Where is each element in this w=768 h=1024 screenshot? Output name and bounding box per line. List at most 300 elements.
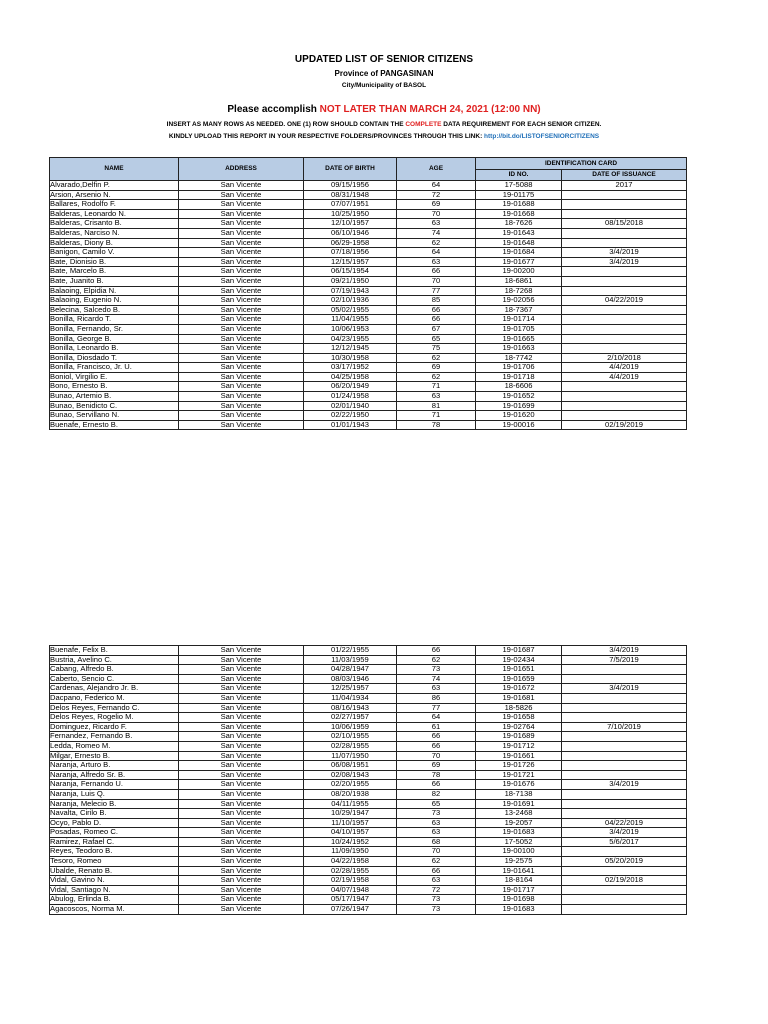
name-cell: Ubalde, Renato B. xyxy=(50,866,179,876)
age-cell: 63 xyxy=(397,257,476,267)
deadline-notice xyxy=(0,104,768,115)
table-row xyxy=(50,296,687,306)
table-row xyxy=(50,818,687,828)
dob-cell: 08/16/1943 xyxy=(304,703,397,713)
name-cell: Bunao, Artemio B. xyxy=(50,392,179,402)
deadline-date: NOT LATER THAN MARCH 24, 2021 (12:00 NN) xyxy=(319,104,541,115)
issuance-cell: 04/22/2019 xyxy=(562,818,687,828)
table-row xyxy=(50,228,687,238)
table-row xyxy=(50,770,687,780)
table-row xyxy=(50,722,687,732)
col-header-id-no: ID NO. xyxy=(476,169,562,181)
table-row xyxy=(50,761,687,771)
id-no-cell: 19-01648 xyxy=(476,238,562,248)
dob-cell: 06/15/1954 xyxy=(304,267,397,277)
age-cell: 73 xyxy=(397,809,476,819)
table-row xyxy=(50,674,687,684)
table-row xyxy=(50,200,687,210)
table-row xyxy=(50,693,687,703)
address-cell: San Vicente xyxy=(179,741,304,751)
age-cell: 70 xyxy=(397,276,476,286)
dob-cell: 06/20/1949 xyxy=(304,382,397,392)
issuance-cell xyxy=(562,401,687,411)
dob-cell: 04/28/1947 xyxy=(304,665,397,675)
name-cell: Cardenas, Alejandro Jr. B. xyxy=(50,684,179,694)
id-no-cell: 19-01665 xyxy=(476,334,562,344)
table-row xyxy=(50,420,687,430)
table-row xyxy=(50,684,687,694)
name-cell: Bonilla, Leonardo B. xyxy=(50,344,179,354)
issuance-cell: 3/4/2019 xyxy=(562,684,687,694)
name-cell: Reyes, Teodoro B. xyxy=(50,847,179,857)
issuance-cell: 08/15/2018 xyxy=(562,219,687,229)
id-no-cell: 18-7742 xyxy=(476,353,562,363)
id-no-cell: 19-02434 xyxy=(476,655,562,665)
table-row xyxy=(50,876,687,886)
issuance-cell: 04/22/2019 xyxy=(562,296,687,306)
id-no-cell: 17-5052 xyxy=(476,837,562,847)
address-cell: San Vicente xyxy=(179,248,304,258)
name-cell: Bate, Dionisio B. xyxy=(50,257,179,267)
table-row xyxy=(50,372,687,382)
dob-cell: 04/07/1948 xyxy=(304,885,397,895)
table-row xyxy=(50,315,687,325)
table-row xyxy=(50,741,687,751)
instruction-rows-suffix: DATA REQUIREMENT FOR EACH SENIOR CITIZEN. xyxy=(441,121,602,128)
address-cell: San Vicente xyxy=(179,703,304,713)
dob-cell: 06/10/1946 xyxy=(304,228,397,238)
name-cell: Delos Reyes, Fernando C. xyxy=(50,703,179,713)
address-cell: San Vicente xyxy=(179,286,304,296)
address-cell: San Vicente xyxy=(179,411,304,421)
address-cell: San Vicente xyxy=(179,905,304,915)
upload-link[interactable]: http://bit.do/LISTOFSENIORCITIZENS xyxy=(484,133,600,140)
document-title: UPDATED LIST OF SENIOR CITIZENS xyxy=(294,54,474,65)
address-cell: San Vicente xyxy=(179,420,304,430)
address-cell: San Vicente xyxy=(179,315,304,325)
dob-cell: 04/22/1958 xyxy=(304,857,397,867)
dob-cell: 02/08/1943 xyxy=(304,770,397,780)
age-cell: 75 xyxy=(397,344,476,354)
table-row xyxy=(50,646,687,656)
address-cell: San Vicente xyxy=(179,372,304,382)
issuance-cell: 3/4/2019 xyxy=(562,646,687,656)
table-row xyxy=(50,209,687,219)
address-cell: San Vicente xyxy=(179,267,304,277)
address-cell: San Vicente xyxy=(179,674,304,684)
age-cell: 63 xyxy=(397,684,476,694)
age-cell: 66 xyxy=(397,315,476,325)
issuance-cell xyxy=(562,228,687,238)
id-no-cell: 19-01661 xyxy=(476,751,562,761)
age-cell: 63 xyxy=(397,392,476,402)
table-row xyxy=(50,713,687,723)
dob-cell: 02/10/1955 xyxy=(304,732,397,742)
id-no-cell: 18-6861 xyxy=(476,276,562,286)
address-cell: San Vicente xyxy=(179,344,304,354)
name-cell: Naranja, Melecio B. xyxy=(50,799,179,809)
col-header-age: AGE xyxy=(397,158,476,181)
table-row xyxy=(50,703,687,713)
issuance-cell xyxy=(562,267,687,277)
address-cell: San Vicente xyxy=(179,866,304,876)
name-cell: Ramirez, Rafael C. xyxy=(50,837,179,847)
id-no-cell: 19-01663 xyxy=(476,344,562,354)
name-cell: Bunao, Servillano N. xyxy=(50,411,179,421)
id-no-cell: 19-01687 xyxy=(476,646,562,656)
age-cell: 63 xyxy=(397,818,476,828)
address-cell: San Vicente xyxy=(179,885,304,895)
table-row xyxy=(50,780,687,790)
address-cell: San Vicente xyxy=(179,190,304,200)
age-cell: 66 xyxy=(397,732,476,742)
dob-cell: 02/10/1936 xyxy=(304,296,397,306)
address-cell: San Vicente xyxy=(179,665,304,675)
id-no-cell: 19-01175 xyxy=(476,190,562,200)
name-cell: Ballares, Rodolfo F. xyxy=(50,200,179,210)
age-cell: 63 xyxy=(397,828,476,838)
age-cell: 78 xyxy=(397,770,476,780)
address-cell: San Vicente xyxy=(179,363,304,373)
age-cell: 65 xyxy=(397,334,476,344)
dob-cell: 05/17/1947 xyxy=(304,895,397,905)
issuance-cell xyxy=(562,885,687,895)
id-no-cell: 19-01684 xyxy=(476,248,562,258)
table-row xyxy=(50,665,687,675)
age-cell: 66 xyxy=(397,866,476,876)
table-row xyxy=(50,655,687,665)
name-cell: Bate, Marcelo B. xyxy=(50,267,179,277)
id-no-cell: 19-01683 xyxy=(476,905,562,915)
table-row xyxy=(50,847,687,857)
age-cell: 81 xyxy=(397,401,476,411)
age-cell: 66 xyxy=(397,646,476,656)
dob-cell: 12/25/1957 xyxy=(304,684,397,694)
dob-cell: 10/30/1958 xyxy=(304,353,397,363)
address-cell: San Vicente xyxy=(179,828,304,838)
issuance-cell xyxy=(562,751,687,761)
id-no-cell: 19-01699 xyxy=(476,401,562,411)
age-cell: 77 xyxy=(397,703,476,713)
name-cell: Arsion, Arsenio N. xyxy=(50,190,179,200)
table-row xyxy=(50,382,687,392)
id-no-cell: 19-01672 xyxy=(476,684,562,694)
name-cell: Banigon, Camilo V. xyxy=(50,248,179,258)
name-cell: Belecina, Salcedo B. xyxy=(50,305,179,315)
id-no-cell: 13-2468 xyxy=(476,809,562,819)
age-cell: 62 xyxy=(397,353,476,363)
table-row xyxy=(50,219,687,229)
name-cell: Cabang, Alfredo B. xyxy=(50,665,179,675)
age-cell: 69 xyxy=(397,761,476,771)
address-cell: San Vicente xyxy=(179,847,304,857)
dob-cell: 10/29/1947 xyxy=(304,809,397,819)
id-no-cell: 19-2575 xyxy=(476,857,562,867)
address-cell: San Vicente xyxy=(179,646,304,656)
age-cell: 73 xyxy=(397,905,476,915)
dob-cell: 01/01/1943 xyxy=(304,420,397,430)
age-cell: 62 xyxy=(397,655,476,665)
dob-cell: 04/23/1955 xyxy=(304,334,397,344)
issuance-cell xyxy=(562,703,687,713)
issuance-cell xyxy=(562,895,687,905)
id-no-cell: 19-01643 xyxy=(476,228,562,238)
dob-cell: 12/15/1957 xyxy=(304,257,397,267)
table-row xyxy=(50,885,687,895)
name-cell: Naranja, Luis Q. xyxy=(50,789,179,799)
address-cell: San Vicente xyxy=(179,200,304,210)
issuance-cell xyxy=(562,713,687,723)
age-cell: 70 xyxy=(397,751,476,761)
id-no-cell: 19-01668 xyxy=(476,209,562,219)
name-cell: Bonilla, Francisco, Jr. U. xyxy=(50,363,179,373)
table-row xyxy=(50,799,687,809)
address-cell: San Vicente xyxy=(179,276,304,286)
dob-cell: 04/11/1955 xyxy=(304,799,397,809)
table-row xyxy=(50,837,687,847)
age-cell: 61 xyxy=(397,722,476,732)
address-cell: San Vicente xyxy=(179,770,304,780)
name-cell: Caberto, Sencio C. xyxy=(50,674,179,684)
id-no-cell: 18-7367 xyxy=(476,305,562,315)
dob-cell: 02/19/1958 xyxy=(304,876,397,886)
address-cell: San Vicente xyxy=(179,296,304,306)
address-cell: San Vicente xyxy=(179,324,304,334)
id-no-cell: 19-01726 xyxy=(476,761,562,771)
dob-cell: 11/04/1934 xyxy=(304,693,397,703)
id-no-cell: 19-01683 xyxy=(476,828,562,838)
dob-cell: 07/26/1947 xyxy=(304,905,397,915)
address-cell: San Vicente xyxy=(179,789,304,799)
address-cell: San Vicente xyxy=(179,305,304,315)
issuance-cell: 3/4/2019 xyxy=(562,828,687,838)
id-no-cell: 19-01721 xyxy=(476,770,562,780)
address-cell: San Vicente xyxy=(179,219,304,229)
name-cell: Agacoscos, Norma M. xyxy=(50,905,179,915)
address-cell: San Vicente xyxy=(179,238,304,248)
age-cell: 62 xyxy=(397,238,476,248)
issuance-cell: 2/10/2018 xyxy=(562,353,687,363)
name-cell: Abulog, Erlinda B. xyxy=(50,895,179,905)
age-cell: 62 xyxy=(397,372,476,382)
issuance-cell: 4/4/2019 xyxy=(562,363,687,373)
address-cell: San Vicente xyxy=(179,228,304,238)
name-cell: Boniol, Virgilio E. xyxy=(50,372,179,382)
id-no-cell: 19-01714 xyxy=(476,315,562,325)
name-cell: Buenafe, Ernesto B. xyxy=(50,420,179,430)
table-row xyxy=(50,828,687,838)
dob-cell: 04/25/1958 xyxy=(304,372,397,382)
age-cell: 66 xyxy=(397,305,476,315)
dob-cell: 12/10/1957 xyxy=(304,219,397,229)
name-cell: Bono, Ernesto B. xyxy=(50,382,179,392)
age-cell: 70 xyxy=(397,209,476,219)
dob-cell: 08/20/1938 xyxy=(304,789,397,799)
address-cell: San Vicente xyxy=(179,761,304,771)
address-cell: San Vicente xyxy=(179,655,304,665)
id-no-cell: 18-7138 xyxy=(476,789,562,799)
issuance-cell xyxy=(562,789,687,799)
issuance-cell xyxy=(562,665,687,675)
dob-cell: 10/24/1952 xyxy=(304,837,397,847)
table-row xyxy=(50,238,687,248)
age-cell: 74 xyxy=(397,228,476,238)
dob-cell: 11/09/1950 xyxy=(304,847,397,857)
table-row xyxy=(50,866,687,876)
age-cell: 69 xyxy=(397,200,476,210)
dob-cell: 08/03/1946 xyxy=(304,674,397,684)
name-cell: Milgar, Ernesto B. xyxy=(50,751,179,761)
address-cell: San Vicente xyxy=(179,713,304,723)
dob-cell: 09/21/1950 xyxy=(304,276,397,286)
age-cell: 65 xyxy=(397,799,476,809)
name-cell: Dominguez, Ricardo F. xyxy=(50,722,179,732)
name-cell: Balaoing, Elpidia N. xyxy=(50,286,179,296)
age-cell: 72 xyxy=(397,190,476,200)
id-no-cell: 19-01688 xyxy=(476,200,562,210)
age-cell: 70 xyxy=(397,847,476,857)
age-cell: 67 xyxy=(397,324,476,334)
table-row xyxy=(50,411,687,421)
id-no-cell: 19-01717 xyxy=(476,885,562,895)
age-cell: 86 xyxy=(397,693,476,703)
dob-cell: 07/07/1951 xyxy=(304,200,397,210)
dob-cell: 10/06/1959 xyxy=(304,722,397,732)
id-no-cell: 19-01698 xyxy=(476,895,562,905)
name-cell: Balaoing, Eugenio N. xyxy=(50,296,179,306)
col-header-dob: DATE OF BIRTH xyxy=(304,158,397,181)
name-cell: Bunao, Benidicto C. xyxy=(50,401,179,411)
issuance-cell xyxy=(562,809,687,819)
issuance-cell xyxy=(562,334,687,344)
name-cell: Bonilla, Fernando, Sr. xyxy=(50,324,179,334)
id-no-cell: 19-01712 xyxy=(476,741,562,751)
table-row xyxy=(50,305,687,315)
instruction-upload-prefix: KINDLY UPLOAD THIS REPORT IN YOUR RESPECTIVE FOLDERS/PROVINCES THROUGH THIS LINK: xyxy=(168,133,485,140)
dob-cell: 04/10/1957 xyxy=(304,828,397,838)
dob-cell: 01/24/1958 xyxy=(304,392,397,402)
dob-cell: 01/22/1955 xyxy=(304,646,397,656)
id-no-cell: 19-00200 xyxy=(476,267,562,277)
dob-cell: 02/28/1955 xyxy=(304,741,397,751)
issuance-cell xyxy=(562,305,687,315)
age-cell: 64 xyxy=(397,181,476,191)
name-cell: Bonilla, Diosdado T. xyxy=(50,353,179,363)
address-cell: San Vicente xyxy=(179,751,304,761)
dob-cell: 10/25/1950 xyxy=(304,209,397,219)
issuance-cell: 02/19/2018 xyxy=(562,876,687,886)
instruction-rows-prefix: INSERT AS MANY ROWS AS NEEDED. ONE (1) ROW SHOULD CONTAIN THE xyxy=(166,121,406,128)
issuance-cell: 02/19/2019 xyxy=(562,420,687,430)
instruction-rows xyxy=(0,121,768,128)
col-header-address: ADDRESS xyxy=(179,158,304,181)
address-cell: San Vicente xyxy=(179,857,304,867)
name-cell: Balderas, Leonardo N. xyxy=(50,209,179,219)
id-no-cell: 18-6606 xyxy=(476,382,562,392)
issuance-cell xyxy=(562,382,687,392)
id-no-cell: 19-01681 xyxy=(476,693,562,703)
table-row xyxy=(50,353,687,363)
address-cell: San Vicente xyxy=(179,895,304,905)
dob-cell: 10/06/1953 xyxy=(304,324,397,334)
table-row xyxy=(50,286,687,296)
age-cell: 66 xyxy=(397,780,476,790)
address-cell: San Vicente xyxy=(179,809,304,819)
table-row xyxy=(50,401,687,411)
issuance-cell: 7/10/2019 xyxy=(562,722,687,732)
id-no-cell: 19-01706 xyxy=(476,363,562,373)
id-no-cell: 19-01705 xyxy=(476,324,562,334)
issuance-cell xyxy=(562,905,687,915)
dob-cell: 07/19/1943 xyxy=(304,286,397,296)
name-cell: Bonilla, George B. xyxy=(50,334,179,344)
address-cell: San Vicente xyxy=(179,693,304,703)
senior-citizens-table-continued xyxy=(49,645,687,915)
issuance-cell xyxy=(562,392,687,402)
name-cell: Naranja, Fernando U. xyxy=(50,780,179,790)
issuance-cell xyxy=(562,847,687,857)
age-cell: 82 xyxy=(397,789,476,799)
address-cell: San Vicente xyxy=(179,401,304,411)
issuance-cell xyxy=(562,732,687,742)
issuance-cell xyxy=(562,693,687,703)
name-cell: Balderas, Narciso N. xyxy=(50,228,179,238)
table-row xyxy=(50,344,687,354)
age-cell: 72 xyxy=(397,885,476,895)
id-no-cell: 19-01652 xyxy=(476,392,562,402)
id-no-cell: 19-01658 xyxy=(476,713,562,723)
id-no-cell: 19-02056 xyxy=(476,296,562,306)
table-row xyxy=(50,248,687,258)
id-no-cell: 19-01659 xyxy=(476,674,562,684)
name-cell: Posadas, Romeo C. xyxy=(50,828,179,838)
name-cell: Alvarado,Delfin P. xyxy=(50,181,179,191)
name-cell: Dacpano, Federico M. xyxy=(50,693,179,703)
issuance-cell xyxy=(562,324,687,334)
age-cell: 78 xyxy=(397,420,476,430)
table-row xyxy=(50,751,687,761)
age-cell: 77 xyxy=(397,286,476,296)
age-cell: 71 xyxy=(397,382,476,392)
id-no-cell: 19-01676 xyxy=(476,780,562,790)
age-cell: 66 xyxy=(397,741,476,751)
id-no-cell: 19-2057 xyxy=(476,818,562,828)
age-cell: 63 xyxy=(397,876,476,886)
table-row xyxy=(50,181,687,191)
dob-cell: 06/08/1951 xyxy=(304,761,397,771)
table-row xyxy=(50,267,687,277)
col-header-name: NAME xyxy=(50,158,179,181)
name-cell: Naranja, Arturo B. xyxy=(50,761,179,771)
age-cell: 85 xyxy=(397,296,476,306)
address-cell: San Vicente xyxy=(179,780,304,790)
name-cell: Bustria, Avelino C. xyxy=(50,655,179,665)
table-row xyxy=(50,392,687,402)
issuance-cell xyxy=(562,761,687,771)
table-row xyxy=(50,324,687,334)
name-cell: Navalta, Cirilo B. xyxy=(50,809,179,819)
deadline-prefix: Please accomplish xyxy=(227,104,320,115)
dob-cell: 02/27/1957 xyxy=(304,713,397,723)
dob-cell: 02/22/1950 xyxy=(304,411,397,421)
age-cell: 69 xyxy=(397,363,476,373)
issuance-cell: 5/6/2017 xyxy=(562,837,687,847)
name-cell: Tesoro, Romeo xyxy=(50,857,179,867)
dob-cell: 09/15/1956 xyxy=(304,181,397,191)
id-no-cell: 19-01718 xyxy=(476,372,562,382)
dob-cell: 02/28/1955 xyxy=(304,866,397,876)
address-cell: San Vicente xyxy=(179,353,304,363)
